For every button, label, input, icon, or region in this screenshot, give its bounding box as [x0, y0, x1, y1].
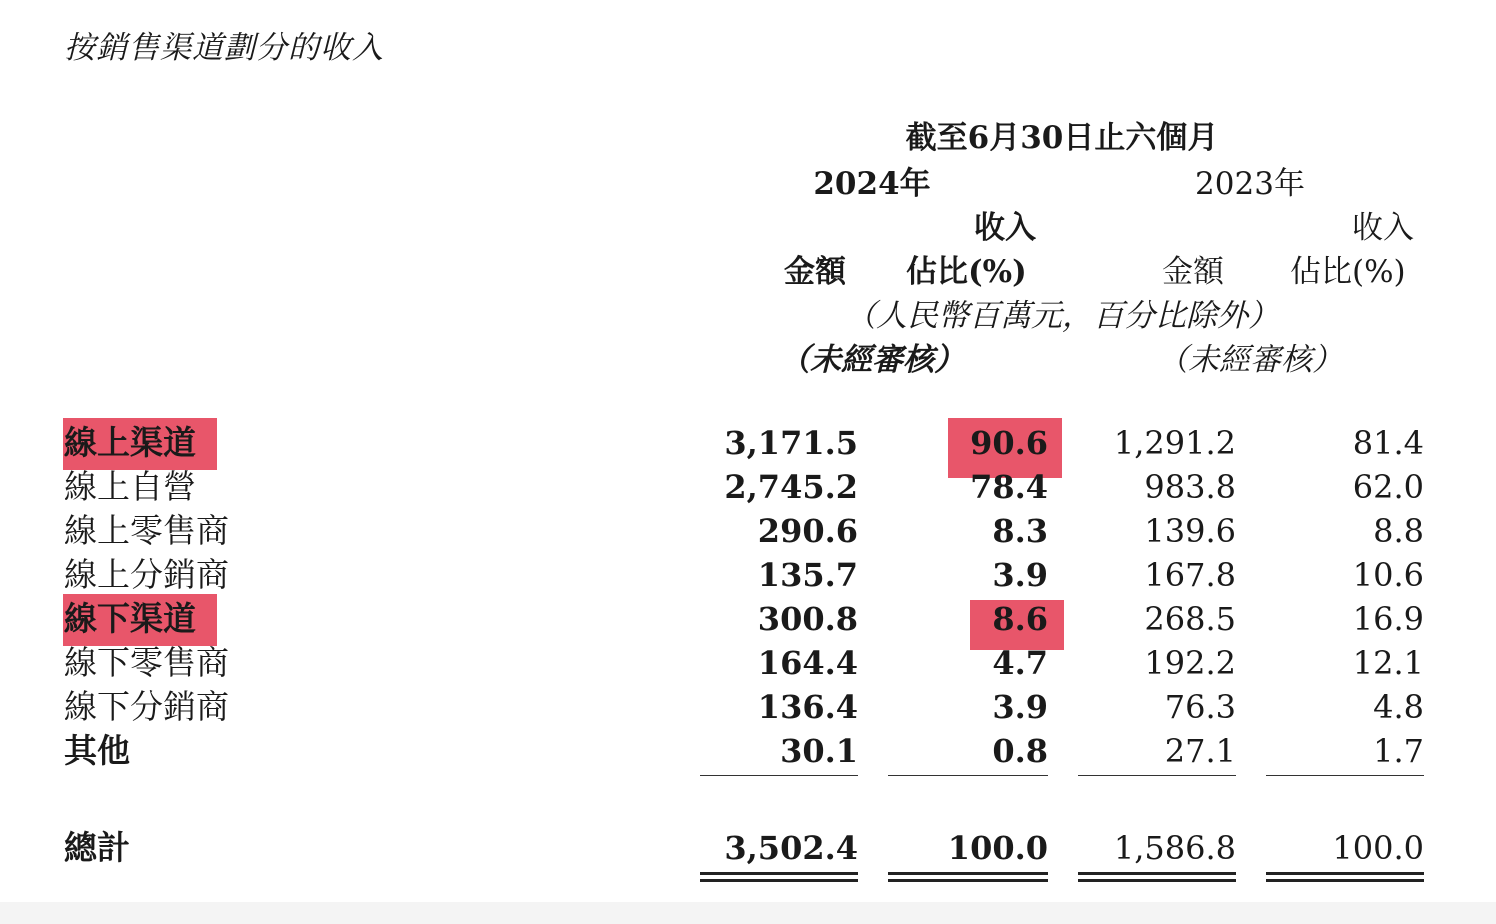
unaudited-2023: （未經審核）	[1157, 342, 1343, 378]
cell-share-2024: 78.4	[970, 468, 1048, 506]
cell-share-2024: 8.3	[992, 512, 1048, 550]
cell-share-2024: 3.9	[992, 688, 1048, 726]
cell-share-2023: 12.1	[1352, 644, 1424, 682]
row-label-offline-retailers: 線下零售商	[64, 643, 229, 682]
total-double-rule	[1078, 872, 1236, 875]
cell-share-2023: 8.8	[1373, 512, 1424, 550]
row-label-online-retailers: 線上零售商	[64, 511, 229, 550]
cell-amount-2024: 135.7	[757, 556, 858, 594]
share-header-2023: 佔比(%)	[1290, 254, 1406, 290]
cell-share-2024: 0.8	[992, 732, 1048, 770]
cell-amount-2023: 139.6	[1144, 512, 1236, 550]
unit-note: （人民幣百萬元，百分比除外）	[845, 298, 1279, 334]
total-amount-2023: 1,586.8	[1113, 829, 1236, 867]
cell-share-2023: 10.6	[1352, 556, 1424, 594]
cell-amount-2024: 3,171.5	[724, 424, 858, 462]
subtotal-rule	[1266, 775, 1424, 776]
row-label-online-self-operated: 線上自營	[64, 467, 196, 506]
row-label-others: 其他	[64, 731, 130, 770]
cell-amount-2024: 300.8	[757, 600, 858, 638]
share-header-2024: 佔比(%)	[906, 254, 1027, 290]
section-title: 按銷售渠道劃分的收入	[64, 30, 384, 66]
total-amount-2024: 3,502.4	[724, 829, 858, 867]
subtotal-rule	[1078, 775, 1236, 776]
cell-amount-2023: 268.5	[1144, 600, 1236, 638]
cell-amount-2023: 192.2	[1144, 644, 1236, 682]
total-double-rule	[1266, 879, 1424, 882]
total-double-rule	[888, 879, 1048, 882]
total-share-2023: 100.0	[1332, 829, 1424, 867]
unaudited-2024: （未經審核）	[779, 342, 965, 378]
revenue-label-2023: 收入	[1352, 210, 1414, 246]
row-label-total: 總計	[64, 828, 130, 867]
cell-amount-2024: 136.4	[757, 688, 858, 726]
amount-header-2023: 金額	[1162, 254, 1224, 290]
period-header: 截至6月30日止六個月	[905, 120, 1219, 156]
year-2023-header: 2023年	[1195, 166, 1305, 202]
cell-amount-2023: 76.3	[1164, 688, 1236, 726]
total-double-rule	[1266, 872, 1424, 875]
cell-share-2024: 3.9	[992, 556, 1048, 594]
page-bottom-edge	[0, 902, 1496, 924]
cell-share-2023: 16.9	[1352, 600, 1424, 638]
cell-amount-2023: 27.1	[1164, 732, 1236, 770]
cell-amount-2024: 164.4	[757, 644, 858, 682]
cell-share-2023: 1.7	[1373, 732, 1424, 770]
cell-amount-2023: 983.8	[1144, 468, 1236, 506]
cell-amount-2024: 2,745.2	[724, 468, 858, 506]
year-2024-header: 2024年	[813, 166, 931, 202]
row-label-online-distributors: 線上分銷商	[64, 555, 229, 594]
cell-amount-2024: 290.6	[757, 512, 858, 550]
revenue-label-2024: 收入	[974, 210, 1036, 246]
subtotal-rule	[700, 775, 858, 776]
cell-share-2024: 8.6	[992, 600, 1048, 638]
row-label-online-channel: 線上渠道	[64, 423, 196, 462]
total-double-rule	[700, 879, 858, 882]
cell-share-2023: 62.0	[1352, 468, 1424, 506]
amount-header-2024: 金額	[784, 254, 846, 290]
cell-share-2024: 90.6	[970, 424, 1048, 462]
total-double-rule	[700, 872, 858, 875]
cell-share-2023: 81.4	[1352, 424, 1424, 462]
total-share-2024: 100.0	[947, 829, 1048, 867]
row-label-offline-distributors: 線下分銷商	[64, 687, 229, 726]
total-double-rule	[888, 872, 1048, 875]
cell-amount-2023: 167.8	[1144, 556, 1236, 594]
cell-amount-2023: 1,291.2	[1113, 424, 1236, 462]
total-double-rule	[1078, 879, 1236, 882]
row-label-offline-channel: 線下渠道	[64, 599, 196, 638]
cell-share-2023: 4.8	[1373, 688, 1424, 726]
subtotal-rule	[888, 775, 1048, 776]
cell-amount-2024: 30.1	[780, 732, 858, 770]
cell-share-2024: 4.7	[992, 644, 1048, 682]
